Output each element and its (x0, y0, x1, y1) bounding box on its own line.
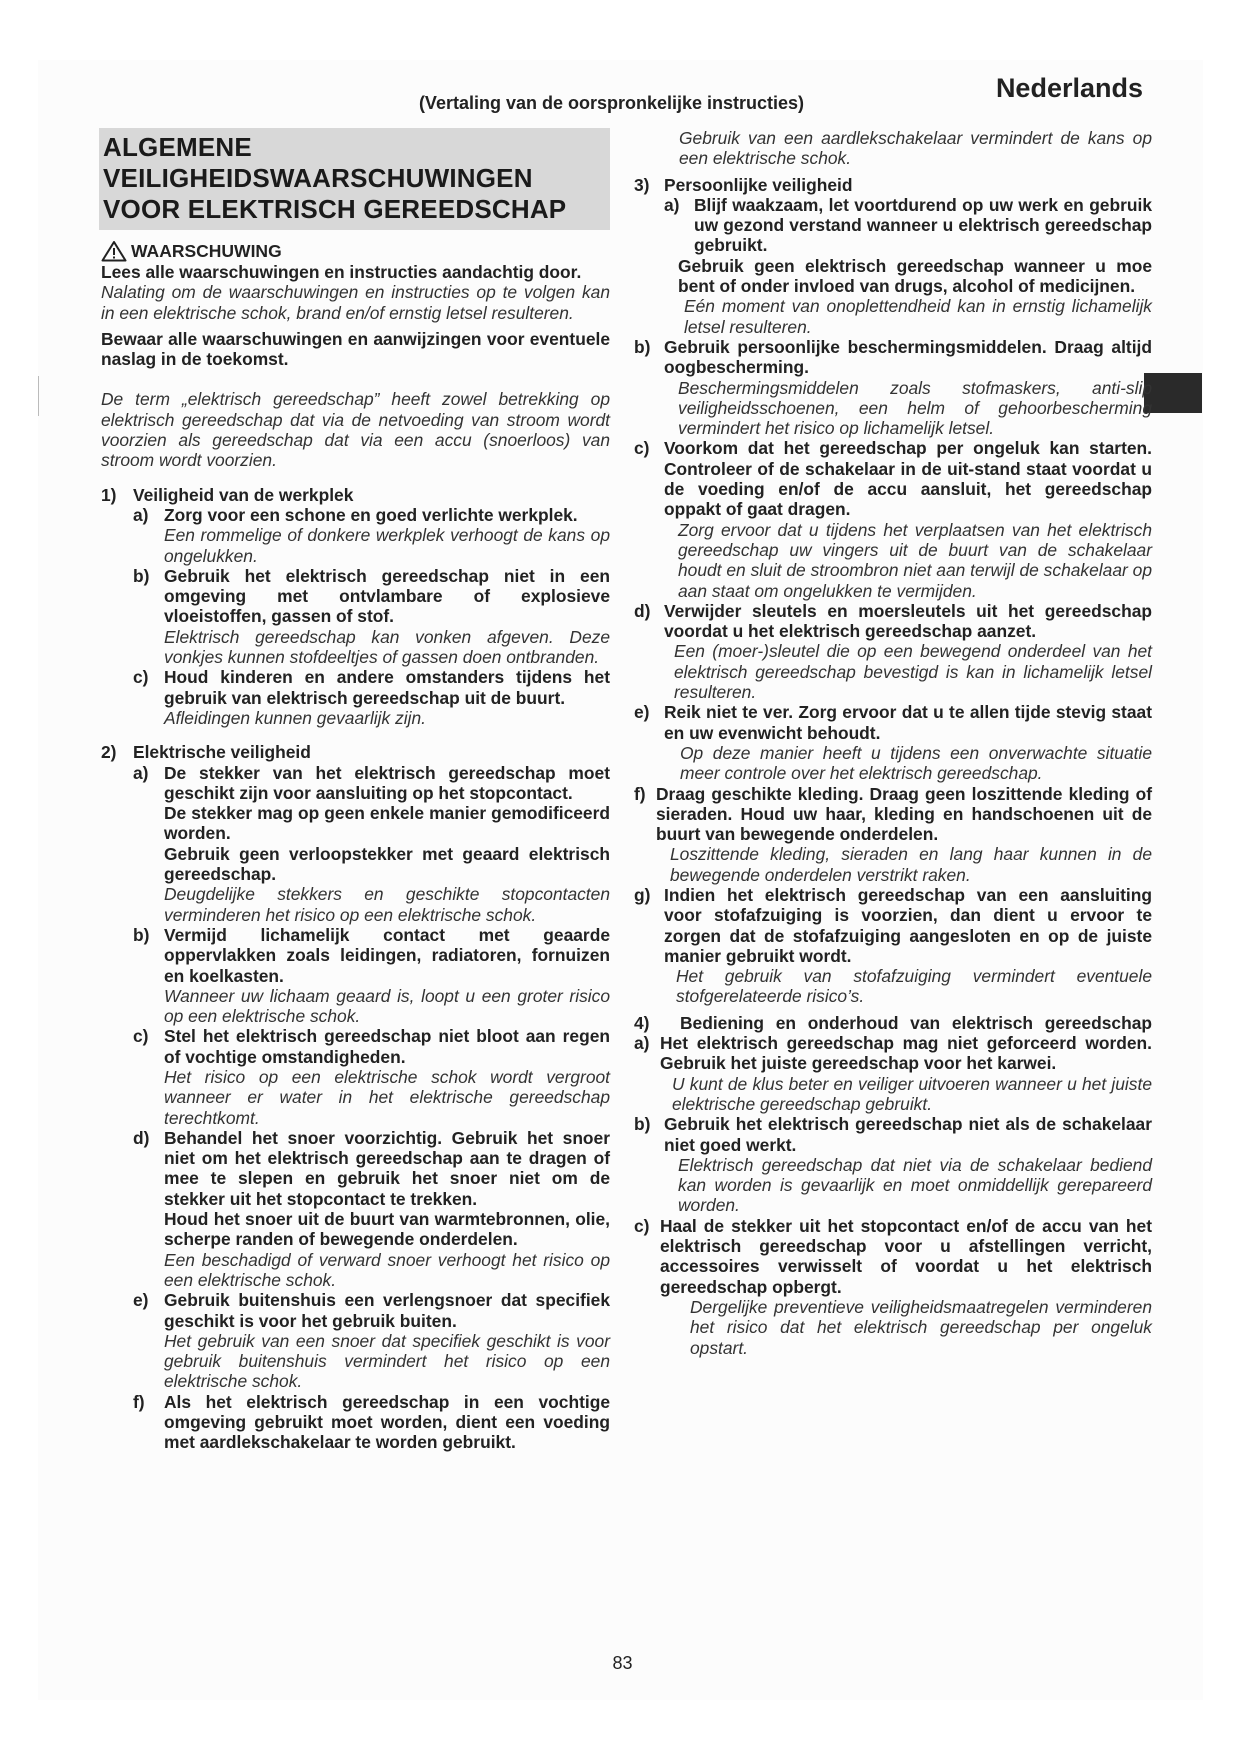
item-note: Het risico op een elektrische schok wordt vergroot wanneer er water in het elektrische gereedschap terechtkomt. (164, 1066, 610, 1128)
title-line-2: VEILIGHEIDSWAARSCHUWINGEN (103, 163, 533, 193)
item-note: Een rommelige of donkere werkplek verhoogt de kans op ongelukken. (164, 525, 610, 566)
item-note: Loszittende kleding, sieraden en lang haar kunnen in de bewegende onderdelen verstrikt raken. (670, 844, 1152, 885)
list-item: a) Het elektrisch gereedschap mag niet geforceerd worden. Gebruik het juiste gereedschap voor het karwei. (634, 1033, 1152, 1074)
section-number: 2) (101, 742, 117, 763)
item-note: Zorg ervoor dat u tijdens het verplaatsen van het elektrisch gereedschap uw vingers uit de buurt van de schakelaar houdt en sluit de stroombron niet aan terwijl de schakelaar op aan staat om ongelukken te vermijden. (678, 519, 1152, 601)
item-text: Houd het snoer uit de buurt van warmtebronnen, olie, scherpe randen of bewegende onderdelen. (164, 1209, 610, 1250)
intro-read-text: Lees alle waarschuwingen en instructies aandachtig door. (101, 262, 582, 282)
section-1-heading (101, 485, 610, 505)
item-note: Elektrisch gereedschap kan vonken afgeven. Deze vonkjes kunnen stofdeeltjes of gassen doen ontbranden. (164, 626, 610, 668)
item-text: Gebruik geen verloopstekker met geaard elektrisch gereedschap. (164, 843, 610, 885)
left-column (101, 128, 610, 1453)
item-note: Wanneer uw lichaam geaard is, loopt u een groter risico op een elektrische schok. (164, 985, 610, 1027)
translation-subtitle: (Vertaling van de oorspronkelijke instructies) (418, 93, 805, 113)
margin-marker (38, 376, 39, 416)
list-item: c) Houd kinderen en andere omstanders tijdens het gebruik van elektrisch gereedschap uit de buurt. (133, 667, 610, 708)
list-item: a) Blijf waakzaam, let voortdurend op uw werk en gebruik uw gezond verstand wanneer u elektrisch gereedschap gebruikt. (664, 194, 1152, 256)
list-item: g) Indien het elektrisch gereedschap van een aansluiting voor stofafzuiging is voorzien, dan dient u ervoor te zorgen dat de stofafzuiging aangesloten en op de juiste manier gebruikt wordt. (634, 884, 1152, 966)
list-item: b) Vermijd lichamelijk contact met geaarde oppervlakken zoals leidingen, radiatoren, fornuizen en koelkasten. (133, 924, 610, 986)
item-note: Op deze manier heeft u tijdens een onverwachte situatie meer controle over het elektrisch gereedschap. (680, 742, 1152, 784)
list-item: a) Zorg voor een schone en goed verlichte werkplek. (133, 504, 578, 525)
section-number: 1) (101, 484, 117, 505)
section-title-box (99, 128, 610, 230)
list-item: c) Stel het elektrisch gereedschap niet bloot aan regen of vochtige omstandigheden. (133, 1026, 610, 1067)
warning-triangle-icon (101, 240, 127, 262)
section-title: Veiligheid van de werkplek (133, 484, 354, 505)
intro-term-text: De term „elektrisch gereedschap” heeft zowel betrekking op elektrisch gereedschap dat via de netvoeding van stroom wordt voorzien als gereedschap dat via een accu (snoerloos) van stroom wordt voorzien. (101, 389, 610, 471)
list-item: e) Reik niet te ver. Zorg ervoor dat u te allen tijde stevig staat en uw evenwicht behoudt. (634, 702, 1152, 743)
section-4-heading (634, 1013, 1152, 1033)
list-item: f) Draag geschikte kleding. Draag geen loszittende kleding of sieraden. Houd uw haar, kleding en handschoenen uit de buurt van bewegende onderdelen. (634, 783, 1152, 845)
section-2-heading (101, 742, 610, 762)
intro-read-note: Nalating om de waarschuwingen en instructies op te volgen kan in een elektrische schok, brand en/of ernstig letsel resulteren. (101, 282, 610, 323)
item-note: Het gebruik van stofafzuiging vermindert eventuele stofgerelateerde risico’s. (676, 966, 1152, 1007)
item-note: Een (moer-)sleutel die op een bewegend onderdeel van het elektrisch gereedschap bevestigd is kan in lichamelijk letsel resulteren. (674, 641, 1152, 703)
list-item: d) Verwijder sleutels en moersleutels uit het gereedschap voordat u het elektrisch gereedschap aanzet. (634, 600, 1152, 642)
list-item: d) Behandel het snoer voorzichtig. Gebruik het snoer niet om het elektrisch gereedschap aan te dragen of mee te slepen en gebruik het snoer niet om de stekker uit het stopcontact te trekken. (133, 1127, 610, 1209)
item-note: Dergelijke preventieve veiligheidsmaatregelen verminderen het risico dat het elektrisch gereedschap per ongeluk opstart. (690, 1296, 1152, 1358)
item-note: Eén moment van onoplettendheid kan in ernstig lichamelijk letsel resulteren. (684, 296, 1152, 337)
intro-keep-text: Bewaar alle waarschuwingen en aanwijzingen voor eventuele naslag in de toekomst. (101, 328, 610, 370)
list-item: b) Gebruik het elektrisch gereedschap niet in een omgeving met ontvlambare of explosieve vloeistoffen, gassen of stof. (133, 565, 610, 627)
right-column (634, 128, 1152, 1358)
item-note: Gebruik van een aardlekschakelaar vermindert de kans op een elektrische schok. (679, 128, 1152, 169)
item-note: Een beschadigd of verward snoer verhoogt het risico op een elektrische schok. (164, 1249, 610, 1290)
item-note: Elektrisch gereedschap dat niet via de schakelaar bediend kan worden is gevaarlijk en moet onmiddellijk gerepareerd worden. (678, 1154, 1152, 1216)
list-item: c) Voorkom dat het gereedschap per ongeluk kan starten. Controleer of de schakelaar in de uit-stand staat voordat u de voeding en/of de accu aansluit, het gereedschap oppakt of gaat dragen. (634, 438, 1152, 520)
language-thumb-tab (1144, 373, 1202, 413)
section-title: Persoonlijke veiligheid (664, 174, 853, 195)
list-item: f) Als het elektrisch gereedschap in een vochtige omgeving gebruikt moet worden, dient een voeding met aardlekschakelaar te worden gebruikt. (133, 1391, 610, 1453)
list-item: e) Gebruik buitenshuis een verlengsnoer dat specifiek geschikt is voor het gebruik buiten. (133, 1290, 610, 1331)
page-number: 83 (612, 1653, 633, 1673)
item-note: Afleidingen kunnen gevaarlijk zijn. (164, 707, 426, 728)
item-note: Beschermingsmiddelen zoals stofmaskers, anti-slip veiligheidsschoenen, een helm of gehoorbescherming vermindert het risico op lichamelijk letsel. (678, 377, 1152, 439)
title-line-1: ALGEMENE (103, 132, 252, 162)
item-text: Gebruik geen elektrisch gereedschap wanneer u moe bent of onder invloed van drugs, alcohol of medicijnen. (678, 255, 1152, 297)
item-note: Deugdelijke stekkers en geschikte stopcontacten verminderen het risico op een elektrische schok. (164, 884, 610, 925)
section-number: 4) (634, 1012, 650, 1033)
item-note: Het gebruik van een snoer dat specifiek geschikt is voor gebruik buitenshuis vermindert het risico op een elektrische schok. (164, 1330, 610, 1392)
section-title: Bediening en onderhoud van elektrisch gereedschap (680, 1012, 1152, 1033)
warning-label: WAARSCHUWING (131, 240, 282, 261)
title-line-3: VOOR ELEKTRISCH GEREEDSCHAP (103, 194, 567, 224)
item-note: U kunt de klus beter en veiliger uitvoeren wanneer u het juiste elektrische gereedschap gebruikt. (672, 1073, 1152, 1114)
section-title: Elektrische veiligheid (133, 742, 311, 763)
list-item: a) De stekker van het elektrisch gereedschap moet geschikt zijn voor aansluiting op het stopcontact. (133, 762, 610, 803)
language-header: Nederlands (995, 73, 1143, 103)
section-number: 3) (634, 174, 650, 195)
list-item: b) Gebruik persoonlijke beschermingsmiddelen. Draag altijd oogbescherming. (634, 336, 1152, 378)
item-text: De stekker mag op geen enkele manier gemodificeerd worden. (164, 803, 610, 844)
list-item: c) Haal de stekker uit het stopcontact en/of de accu van het elektrisch gereedschap voor u afstellingen verricht, accessoires verwisselt of voordat u het elektrisch gereedschap opbergt. (634, 1215, 1152, 1297)
list-item: b) Gebruik het elektrisch gereedschap niet als de schakelaar niet goed werkt. (634, 1114, 1152, 1155)
warning-heading (101, 240, 610, 262)
section-3-heading (634, 175, 1152, 195)
